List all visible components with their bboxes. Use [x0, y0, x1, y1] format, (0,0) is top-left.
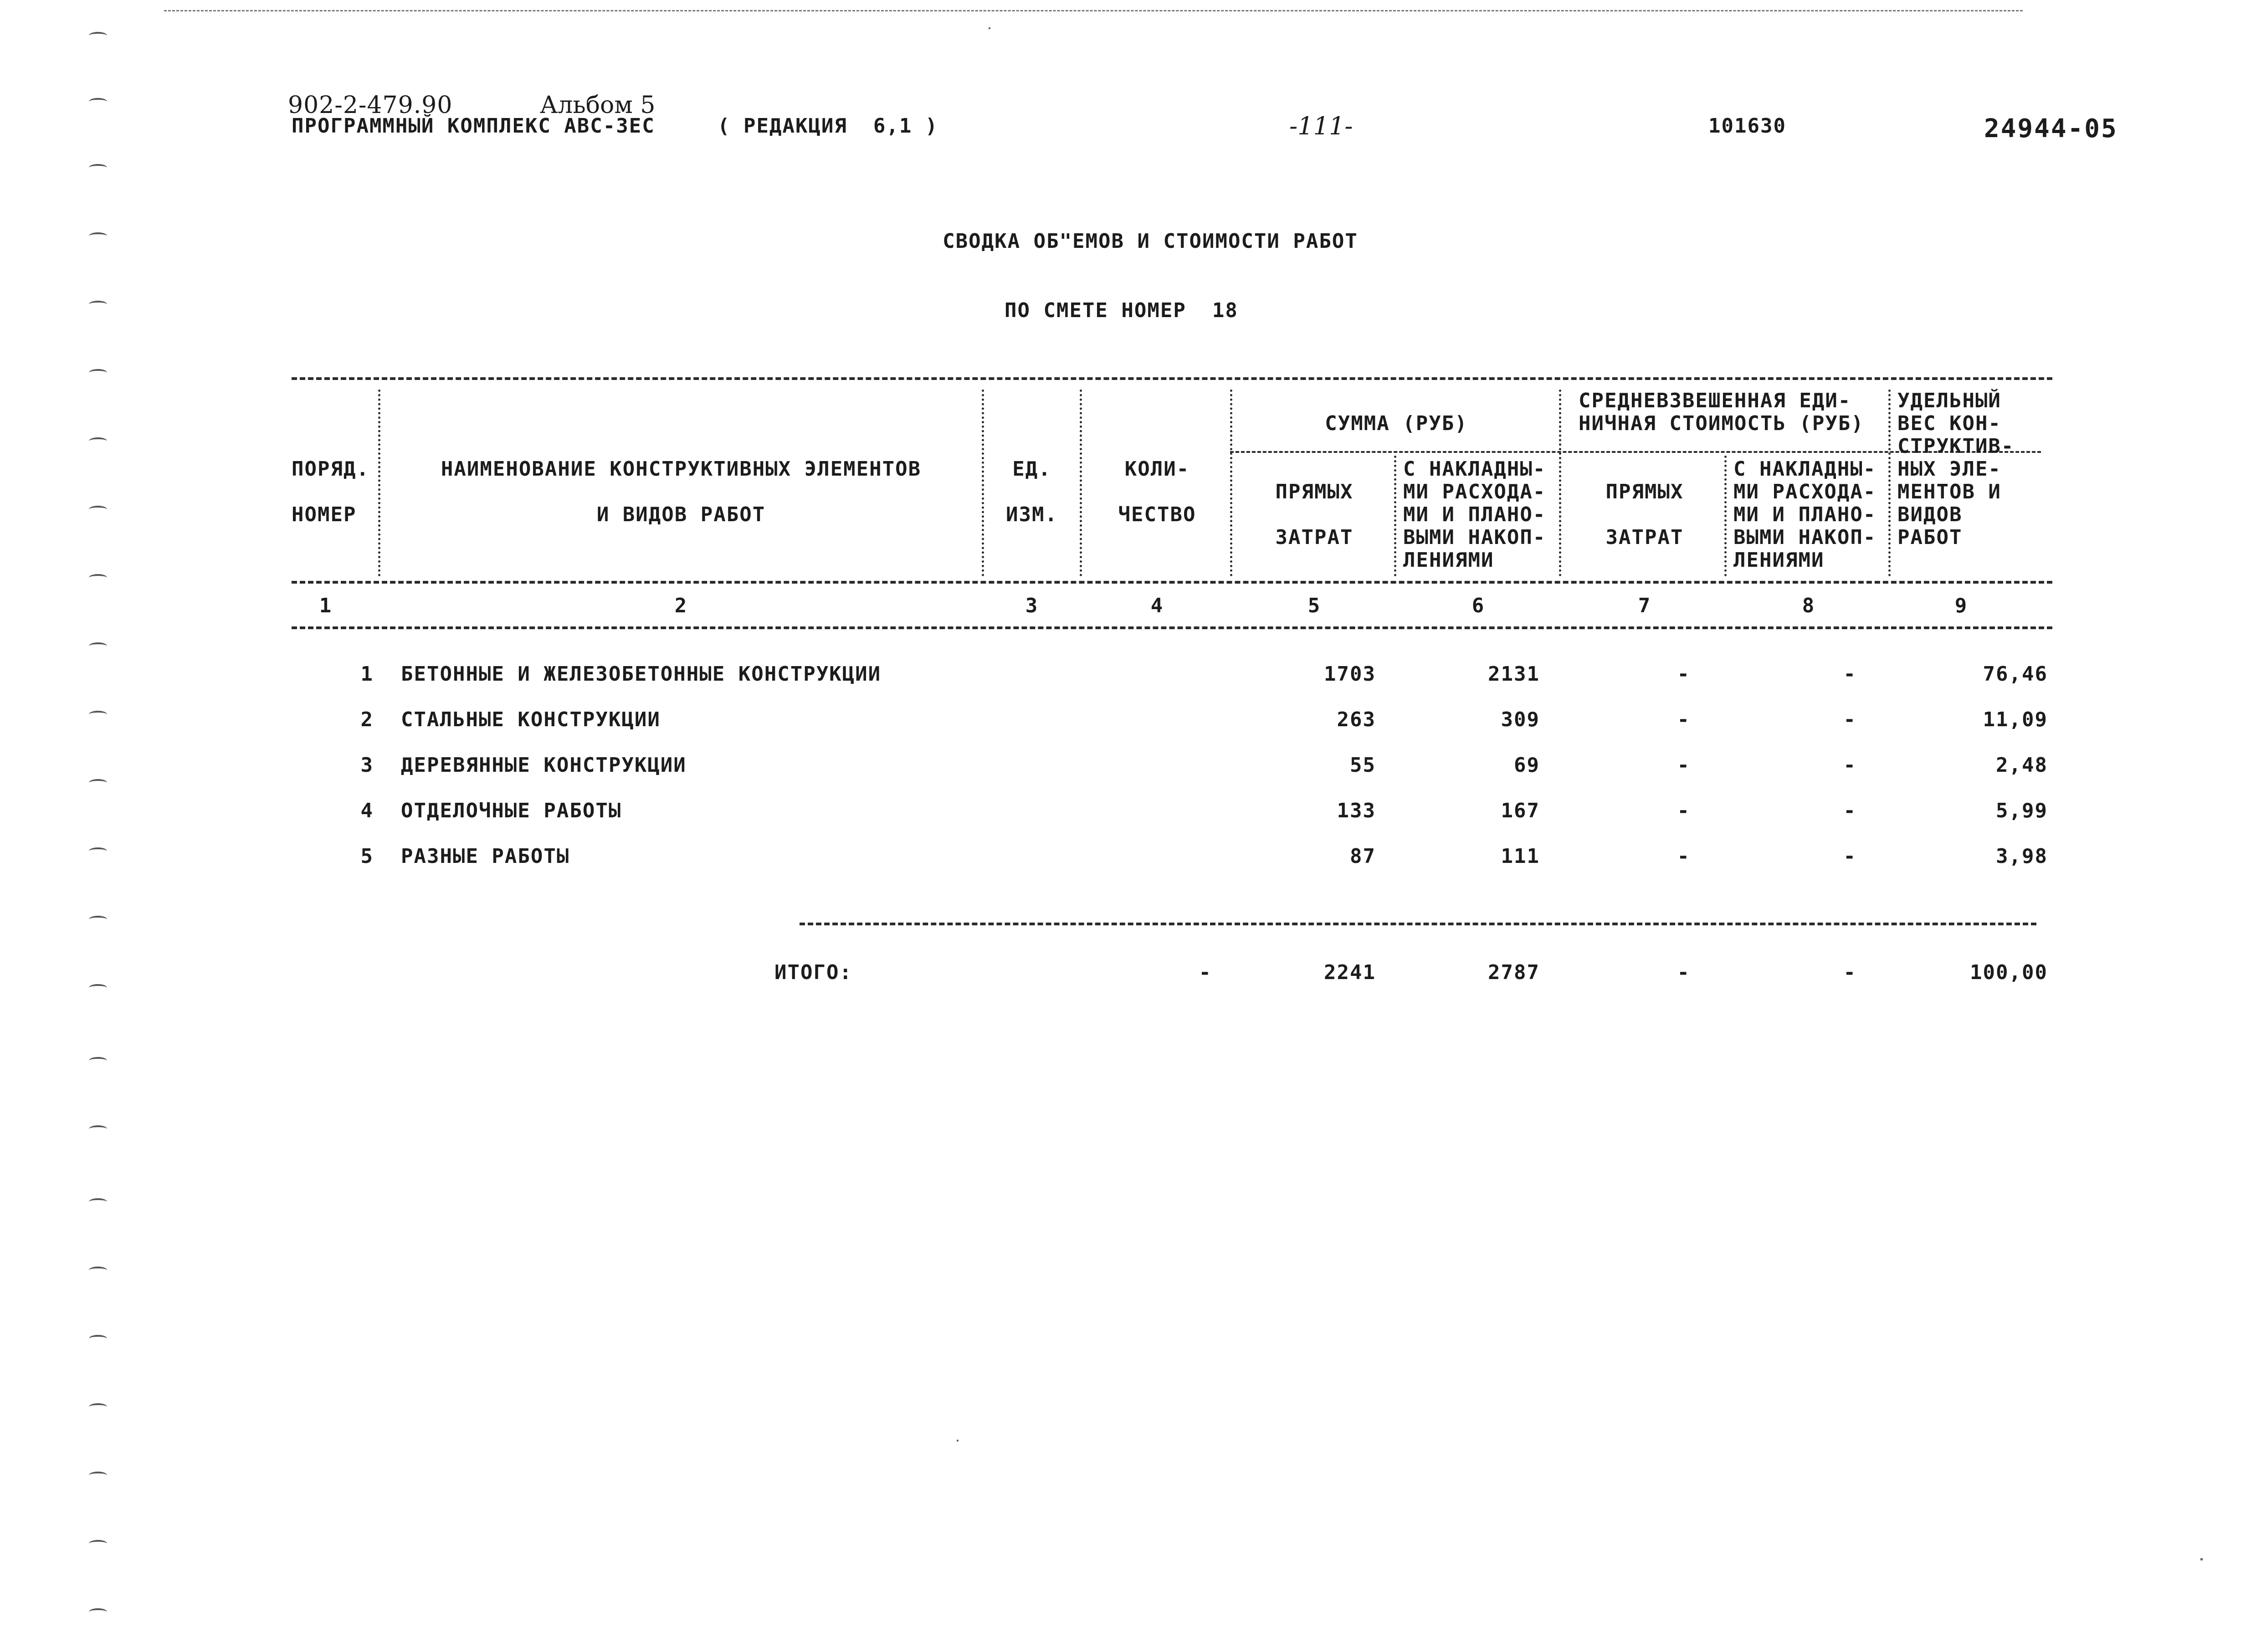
row-number: 1 [360, 662, 374, 686]
col5-header-line1: ПРЯМЫХ [1275, 480, 1354, 503]
album-label: Альбом 5 [540, 92, 656, 119]
col-separator [1559, 390, 1561, 576]
col3-header-line1: ЕД. [1012, 457, 1051, 481]
table-top-rule [292, 377, 2052, 380]
row-overhead-cost: 111 [1501, 845, 1540, 868]
row-avg-overhead: - [1843, 799, 1856, 822]
software-name: ПРОГРАММНЫЙ КОМПЛЕКС АВС-3ЕС [292, 114, 655, 138]
total-label: ИТОГО: [774, 961, 852, 984]
col2-header-line2: И ВИДОВ РАБОТ [596, 503, 766, 526]
col6-header-line3: МИ И ПЛАНО- [1403, 503, 1546, 526]
row-avg-direct: - [1677, 754, 1690, 777]
header-bottom-rule [292, 581, 2052, 584]
total-rule [800, 923, 2036, 925]
total-direct-cost: 2241 [1324, 961, 1376, 984]
col9-header-line4: НЫХ ЭЛЕ- [1897, 457, 2001, 481]
total-avg-direct: - [1677, 961, 1690, 984]
col1-header-line2: НОМЕР [292, 503, 357, 526]
row-avg-overhead: - [1843, 708, 1856, 731]
col-separator [1230, 390, 1232, 576]
estimate-subtitle: ПО СМЕТЕ НОМЕР 18 [1005, 299, 1238, 322]
col5-header-line2: ЗАТРАТ [1275, 526, 1354, 549]
col6-header-line1: С НАКЛАДНЫ- [1403, 457, 1546, 481]
col-separator [378, 390, 380, 576]
col9-header-line3: СТРУКТИВ- [1897, 435, 2015, 458]
col9-header-line7: РАБОТ [1897, 526, 1963, 549]
row-avg-direct: - [1677, 799, 1690, 822]
col-separator [982, 390, 984, 576]
row-name: ДЕРЕВЯННЫЕ КОНСТРУКЦИИ [401, 754, 687, 777]
avg-group-header-line1: СРЕДНЕВЗВЕШЕННАЯ ЕДИ- [1579, 389, 1851, 412]
row-number: 5 [360, 845, 374, 868]
col-separator [1080, 390, 1082, 576]
document-number: 24944-05 [1984, 114, 2118, 144]
row-direct-cost: 1703 [1324, 662, 1376, 686]
col7-header-line2: ЗАТРАТ [1605, 526, 1684, 549]
col8-header-line4: ВЫМИ НАКОП- [1733, 526, 1876, 549]
row-share: 76,46 [1983, 662, 2048, 686]
col2-header-line1: НАИМЕНОВАНИЕ КОНСТРУКТИВНЫХ ЭЛЕМЕНТОВ [441, 457, 922, 481]
total-avg-overhead: - [1843, 961, 1856, 984]
row-name: БЕТОННЫЕ И ЖЕЛЕЗОБЕТОННЫЕ КОНСТРУКЦИИ [401, 662, 882, 686]
column-number: 3 [1025, 594, 1039, 617]
top-scan-border [164, 10, 2023, 11]
col9-header-line6: ВИДОВ [1897, 503, 1963, 526]
column-number: 6 [1471, 594, 1485, 617]
col4-header-line2: ЧЕСТВО [1118, 503, 1196, 526]
avg-group-header-line2: НИЧНАЯ СТОИМОСТЬ (РУБ) [1579, 412, 1864, 435]
code-number: 101630 [1708, 114, 1786, 138]
row-avg-direct: - [1677, 662, 1690, 686]
row-name: ОТДЕЛОЧНЫЕ РАБОТЫ [401, 799, 622, 822]
row-name: РАЗНЫЕ РАБОТЫ [401, 845, 570, 868]
page-number: -111- [1289, 112, 1353, 140]
column-number: 7 [1638, 594, 1651, 617]
row-share: 11,09 [1983, 708, 2048, 731]
column-number: 1 [319, 594, 333, 617]
column-number: 4 [1150, 594, 1164, 617]
col4-header-line1: КОЛИ- [1124, 457, 1190, 481]
col6-header-line5: ЛЕНИЯМИ [1403, 549, 1494, 572]
edition-label: ( РЕДАКЦИЯ 6,1 ) [718, 114, 938, 138]
col1-header-line1: ПОРЯД. [292, 457, 369, 481]
row-overhead-cost: 167 [1501, 799, 1540, 822]
row-direct-cost: 55 [1350, 754, 1376, 777]
row-avg-overhead: - [1843, 845, 1856, 868]
col8-header-line5: ЛЕНИЯМИ [1733, 549, 1825, 572]
scan-speck [989, 27, 990, 29]
col-separator [1724, 456, 1727, 576]
row-avg-overhead: - [1843, 662, 1856, 686]
col6-header-line4: ВЫМИ НАКОП- [1403, 526, 1546, 549]
col9-header-line5: МЕНТОВ И [1897, 480, 2001, 503]
row-avg-direct: - [1677, 708, 1690, 731]
colnum-bottom-rule [292, 626, 2052, 629]
col7-header-line1: ПРЯМЫХ [1605, 480, 1684, 503]
row-share: 2,48 [1996, 754, 2048, 777]
column-number: 5 [1307, 594, 1321, 617]
col8-header-line3: МИ И ПЛАНО- [1733, 503, 1876, 526]
col8-header-line1: С НАКЛАДНЫ- [1733, 457, 1876, 481]
row-overhead-cost: 69 [1514, 754, 1540, 777]
total-overhead-cost: 2787 [1488, 961, 1540, 984]
total-quantity: - [1199, 961, 1212, 984]
col9-header-line1: УДЕЛЬНЫЙ [1897, 389, 2001, 412]
row-number: 4 [360, 799, 374, 822]
project-code: 902-2-479.90 [288, 92, 453, 119]
row-avg-direct: - [1677, 845, 1690, 868]
col-separator [1888, 390, 1891, 576]
column-number: 2 [674, 594, 688, 617]
col6-header-line2: МИ РАСХОДА- [1403, 480, 1546, 503]
column-number: 9 [1954, 594, 1968, 617]
row-direct-cost: 87 [1350, 845, 1376, 868]
scan-speck [957, 1440, 959, 1442]
col9-header-line2: ВЕС КОН- [1897, 412, 2001, 435]
scan-speck [2200, 1558, 2203, 1560]
row-direct-cost: 263 [1337, 708, 1376, 731]
row-share: 5,99 [1996, 799, 2048, 822]
col8-header-line2: МИ РАСХОДА- [1733, 480, 1876, 503]
col-separator [1394, 456, 1396, 576]
sum-group-header: СУММА (РУБ) [1325, 412, 1468, 435]
page-title: СВОДКА ОБ"ЕМОВ И СТОИМОСТИ РАБОТ [943, 230, 1358, 253]
row-name: СТАЛЬНЫЕ КОНСТРУКЦИИ [401, 708, 661, 731]
row-direct-cost: 133 [1337, 799, 1376, 822]
column-number: 8 [1802, 594, 1815, 617]
row-number: 2 [360, 708, 374, 731]
col3-header-line2: ИЗМ. [1006, 503, 1058, 526]
row-number: 3 [360, 754, 374, 777]
row-overhead-cost: 309 [1501, 708, 1540, 731]
row-overhead-cost: 2131 [1488, 662, 1540, 686]
row-share: 3,98 [1996, 845, 2048, 868]
total-share: 100,00 [1970, 961, 2048, 984]
row-avg-overhead: - [1843, 754, 1856, 777]
